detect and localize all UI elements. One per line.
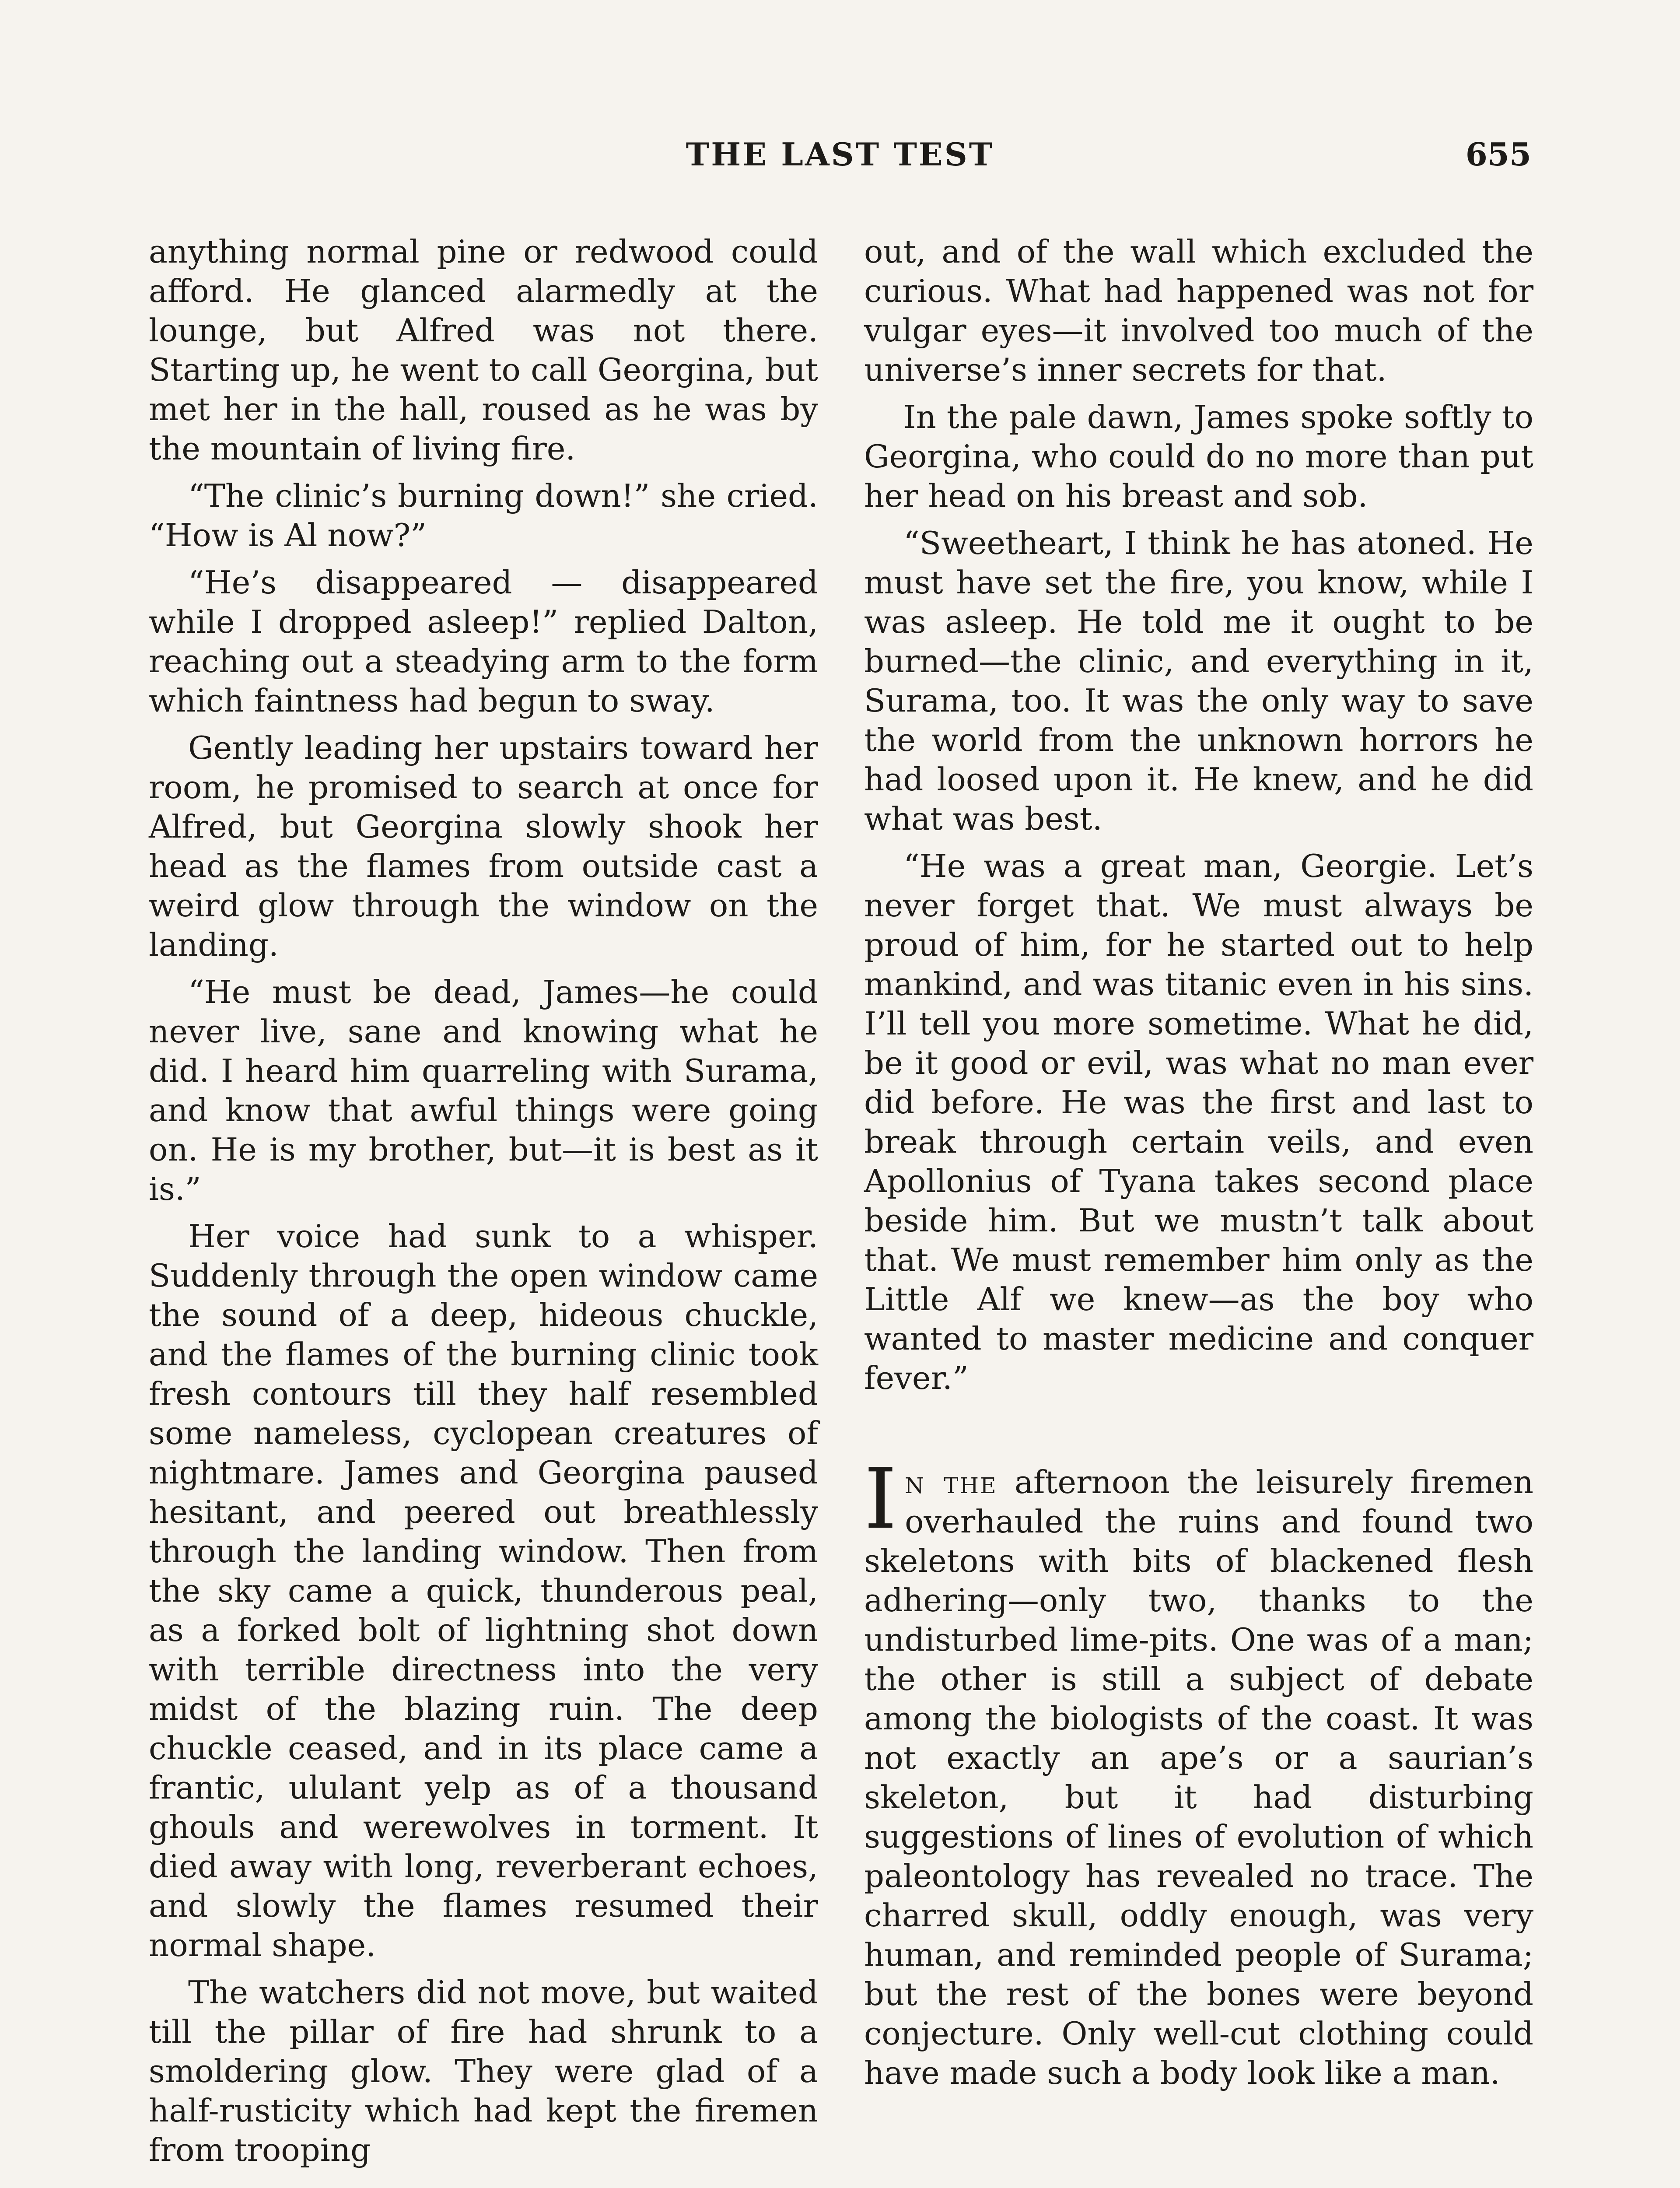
final-section-paragraph	[864, 1451, 1534, 2093]
paragraph: “He must be dead, James—he could never live, sane and knowing what he did. I heard him quarreling with Surama, and know that awful things were going on. He is my brother, but—it is best as it is.”	[149, 974, 818, 1207]
paragraph: Gently leading her upstairs toward her room, he promised to search at once for Alfred, but Georgina slowly shook her head as the flames from outside cast a weird glow through the window on the landing.	[149, 729, 818, 963]
section-break	[864, 1406, 1533, 1462]
paragraph: out, and of the wall which excluded the curious. What had happened was not for vulgar eyes—it involved too much of the universe’s inner secrets for that.	[864, 233, 1533, 388]
paragraph: anything normal pine or redwood could afford. He glanced alarmedly at the lounge, but Alfred was not there. Starting up, he went to call Georgina, but met her in the hall, roused as he was by the mountain of living fire.	[149, 233, 818, 467]
paragraph: The watchers did not move, but waited till the pillar of fire had shrunk to a smoldering glow. They were glad of a half-rusticity which had kept the firemen from trooping	[149, 1974, 818, 2168]
drop-cap: I	[864, 1451, 897, 1547]
right-column	[864, 232, 1533, 2100]
lead-in: n the	[905, 1464, 998, 1501]
final-section-text: afternoon the leisurely firemen overhauled the ruins and found two skeletons with bits of blackened flesh adhering—only two, thanks to the undisturbed lime-pits. One was of a man; the other is still a subject of debate among the biologists of the coast. It was not exactly an ape’s or a saurian’s skeleton, but it had disturbing suggestions of lines of evolution of which paleontology has revealed no trace. The charred skull, oddly enough, was very human, and reminded people of Surama; but the rest of the bones were beyond conjecture. Only well-cut clothing could have made such a body look like a man.	[864, 1464, 1534, 2091]
paragraph: Her voice had sunk to a whisper. Suddenly through the open window came the sound of a deep, hideous chuckle, and the flames of the burning clinic took fresh contours till they half resembled some nameless, cyclopean creatures of nightmare. James and Georgina paused hesitant, and peered out breathlessly through the landing window. Then from the sky came a quick, thunderous peal, as a forked bolt of lightning shot down with terrible directness into the very midst of the blazing ruin. The deep chuckle ceased, and in its place came a frantic, ululant yelp as of a thousand ghouls and werewolves in torment. It died away with long, reverberant echoes, and slowly the flames resumed their normal shape.	[149, 1218, 818, 1964]
paragraph: “He was a great man, Georgie. Let’s never forget that. We must always be proud of him, for he started out to help mankind, and was titanic even in his sins. I’ll tell you more sometime. What he did, be it good or evil, was what no man ever did before. He was the first and last to break through certain veils, and even Apollonius of Tyana takes second place beside him. But we mustn’t talk about that. We must remember him only as the Little Alf we knew—as the boy who wanted to master medicine and conquer fever.”	[864, 848, 1533, 1396]
running-head	[149, 136, 1531, 184]
paragraph: “Sweetheart, I think he has atoned. He must have set the fire, you know, while I was asleep. He told me it ought to be burned—the clinic, and everything in it, Surama, too. It was the only way to save the world from the unknown horrors he had loosed upon it. He knew, and he did what was best.	[864, 525, 1533, 837]
paragraph: In the pale dawn, James spoke softly to Georgina, who could do no more than put her head on his breast and sob.	[864, 399, 1533, 514]
running-title: THE LAST TEST	[686, 136, 994, 173]
paragraph: “The clinic’s burning down!” she cried. “How is Al now?”	[149, 477, 818, 554]
left-column	[149, 232, 818, 2177]
paragraph: “He’s disappeared — disappeared while I dropped asleep!” replied Dalton, reaching out a steadying arm to the form which faintness had begun to sway.	[149, 564, 818, 719]
page-number: 655	[1465, 136, 1531, 173]
